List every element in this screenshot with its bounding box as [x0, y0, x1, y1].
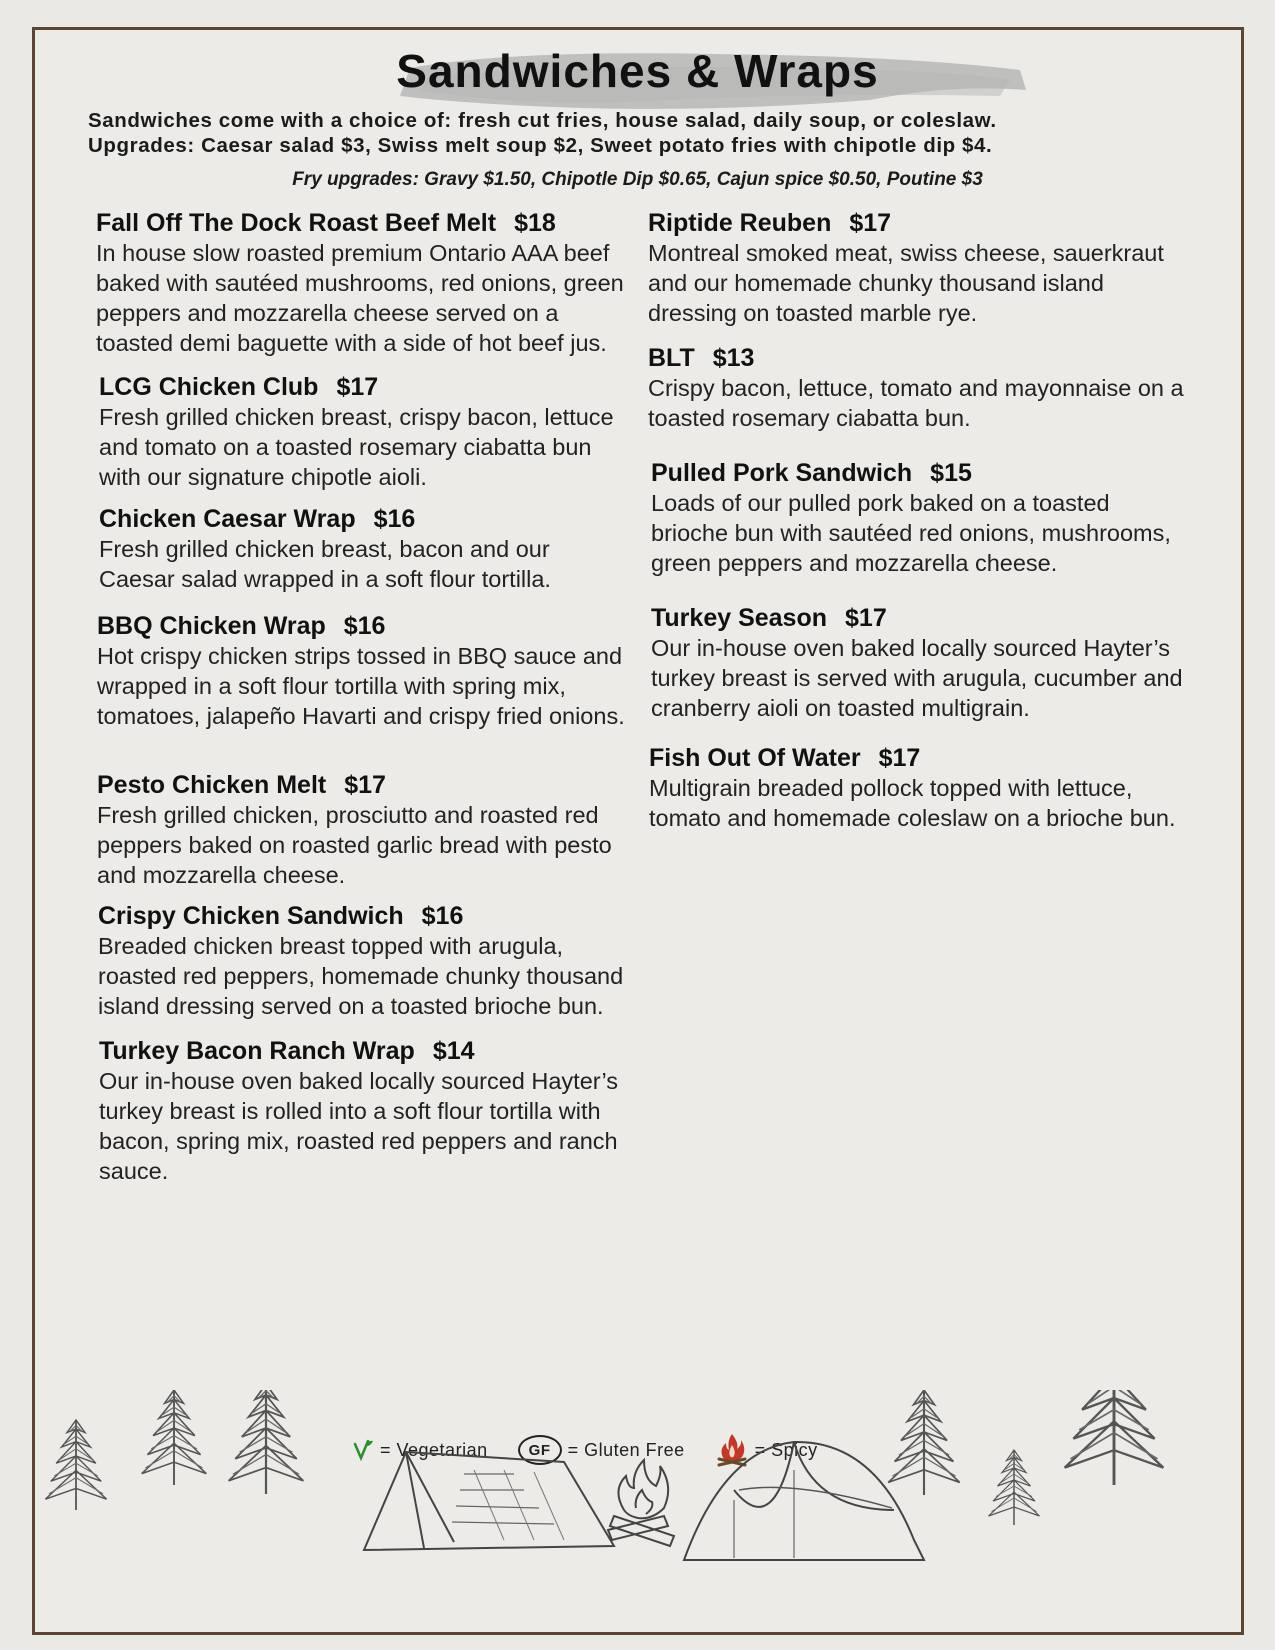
menu-item	[648, 208, 1188, 328]
item-name: Pesto Chicken Melt	[97, 771, 327, 799]
tree-icon	[142, 1390, 207, 1485]
item-description: Loads of our pulled pork baked on a toasted brioche bun with sautéed red onions, mushrooms, green peppers and mozzarella cheese.	[651, 490, 1171, 576]
item-description: Hot crispy chicken strips tossed in BBQ sauce and wrapped in a soft flour tortilla with spring mix, tomatoes, jalapeño Havarti and crispy fried onions.	[97, 643, 625, 729]
item-description: Our in-house oven baked locally sourced Hayter’s turkey breast is served with arugula, cucumber and cranberry aioli on toasted multigrain.	[651, 635, 1183, 721]
tree-icon	[1065, 1390, 1164, 1485]
item-name: Chicken Caesar Wrap	[99, 505, 356, 533]
menu-item	[99, 1036, 639, 1186]
sides-intro	[88, 108, 1208, 158]
menu-item	[651, 458, 1191, 578]
item-price: $15	[930, 459, 972, 487]
menu-item	[98, 901, 638, 1021]
item-price: $16	[373, 505, 416, 533]
legend-spicy-label: = Spicy	[754, 1439, 818, 1460]
item-description: Fresh grilled chicken, prosciutto and roasted red peppers baked on roasted garlic bread with pesto and mozzarella cheese.	[97, 802, 612, 888]
item-name: BLT	[648, 344, 695, 372]
menu-item	[648, 343, 1188, 433]
item-description: Montreal smoked meat, swiss cheese, sauerkraut and our homemade chunky thousand island dressing on toasted marble rye.	[648, 240, 1164, 326]
campfire-icon	[608, 1460, 674, 1546]
item-name: Fall Off The Dock Roast Beef Melt	[96, 209, 497, 237]
legend-vegetarian-label: = Vegetarian	[380, 1439, 488, 1460]
item-price: $17	[849, 209, 892, 237]
item-name: Turkey Bacon Ranch Wrap	[99, 1037, 415, 1065]
item-price: $14	[432, 1037, 475, 1065]
item-price: $17	[336, 373, 379, 401]
item-description: In house slow roasted premium Ontario AAA beef baked with sautéed mushrooms, red onions, green peppers and mozzarella cheese served on a toasted demi baguette with a side of hot beef jus.	[96, 240, 624, 356]
item-name: BBQ Chicken Wrap	[97, 612, 326, 640]
item-description: Fresh grilled chicken breast, bacon and our Caesar salad wrapped in a soft flour tortilla.	[99, 536, 551, 592]
item-price: $16	[421, 902, 464, 930]
item-description: Crispy bacon, lettuce, tomato and mayonnaise on a toasted rosemary ciabatta bun.	[648, 375, 1184, 431]
legend-gluten-free-label: = Gluten Free	[567, 1439, 685, 1460]
item-description: Fresh grilled chicken breast, crispy bacon, lettuce and tomato on a toasted rosemary ciabatta bun with our signature chipotle aioli.	[99, 404, 614, 490]
menu-item	[99, 372, 629, 492]
gluten-free-icon: GF	[518, 1435, 562, 1465]
menu-item	[97, 770, 632, 890]
menu-item	[97, 611, 637, 731]
upgrades-line: Upgrades: Caesar salad $3, Swiss melt soup $2, Sweet potato fries with chipotle dip $4.	[88, 134, 993, 157]
menu-item	[96, 208, 636, 358]
fry-upgrades: Fry upgrades: Gravy $1.50, Chipotle Dip $0.65, Cajun spice $0.50, Poutine $3	[292, 169, 983, 190]
item-name: Riptide Reuben	[648, 209, 832, 237]
item-description: Breaded chicken breast topped with arugula, roasted red peppers, homemade chunky thousand island dressing served on a toasted brioche bun.	[98, 933, 624, 1019]
page-title: Sandwiches & Wraps	[396, 45, 879, 97]
item-name: LCG Chicken Club	[99, 373, 319, 401]
item-price: $13	[712, 344, 755, 372]
tree-icon	[989, 1450, 1040, 1525]
tree-icon	[45, 1420, 106, 1510]
item-description: Multigrain breaded pollock topped with lettuce, tomato and homemade coleslaw on a brioche bun.	[649, 775, 1176, 831]
item-description: Our in-house oven baked locally sourced Hayter’s turkey breast is rolled into a soft flour tortilla with bacon, spring mix, roasted red peppers and ranch sauce.	[99, 1068, 619, 1184]
camping-scene	[34, 1390, 1240, 1633]
item-name: Turkey Season	[651, 604, 828, 632]
menu-item	[99, 504, 579, 594]
item-price: $17	[878, 744, 921, 772]
tree-icon	[229, 1390, 304, 1494]
item-price: $16	[343, 612, 386, 640]
menu-item	[651, 603, 1191, 723]
tree-icon	[888, 1390, 959, 1495]
item-name: Fish Out Of Water	[649, 744, 861, 772]
tent-icon	[364, 1452, 614, 1550]
item-price: $17	[845, 604, 887, 632]
item-name: Crispy Chicken Sandwich	[98, 902, 404, 930]
item-price: $18	[514, 209, 556, 237]
dome-tent-icon	[684, 1439, 924, 1560]
item-name: Pulled Pork Sandwich	[651, 459, 913, 487]
item-price: $17	[344, 771, 386, 799]
sides-choice-line: Sandwiches come with a choice of: fresh cut fries, house salad, daily soup, or coleslaw.	[88, 109, 997, 132]
menu-item	[649, 743, 1194, 833]
